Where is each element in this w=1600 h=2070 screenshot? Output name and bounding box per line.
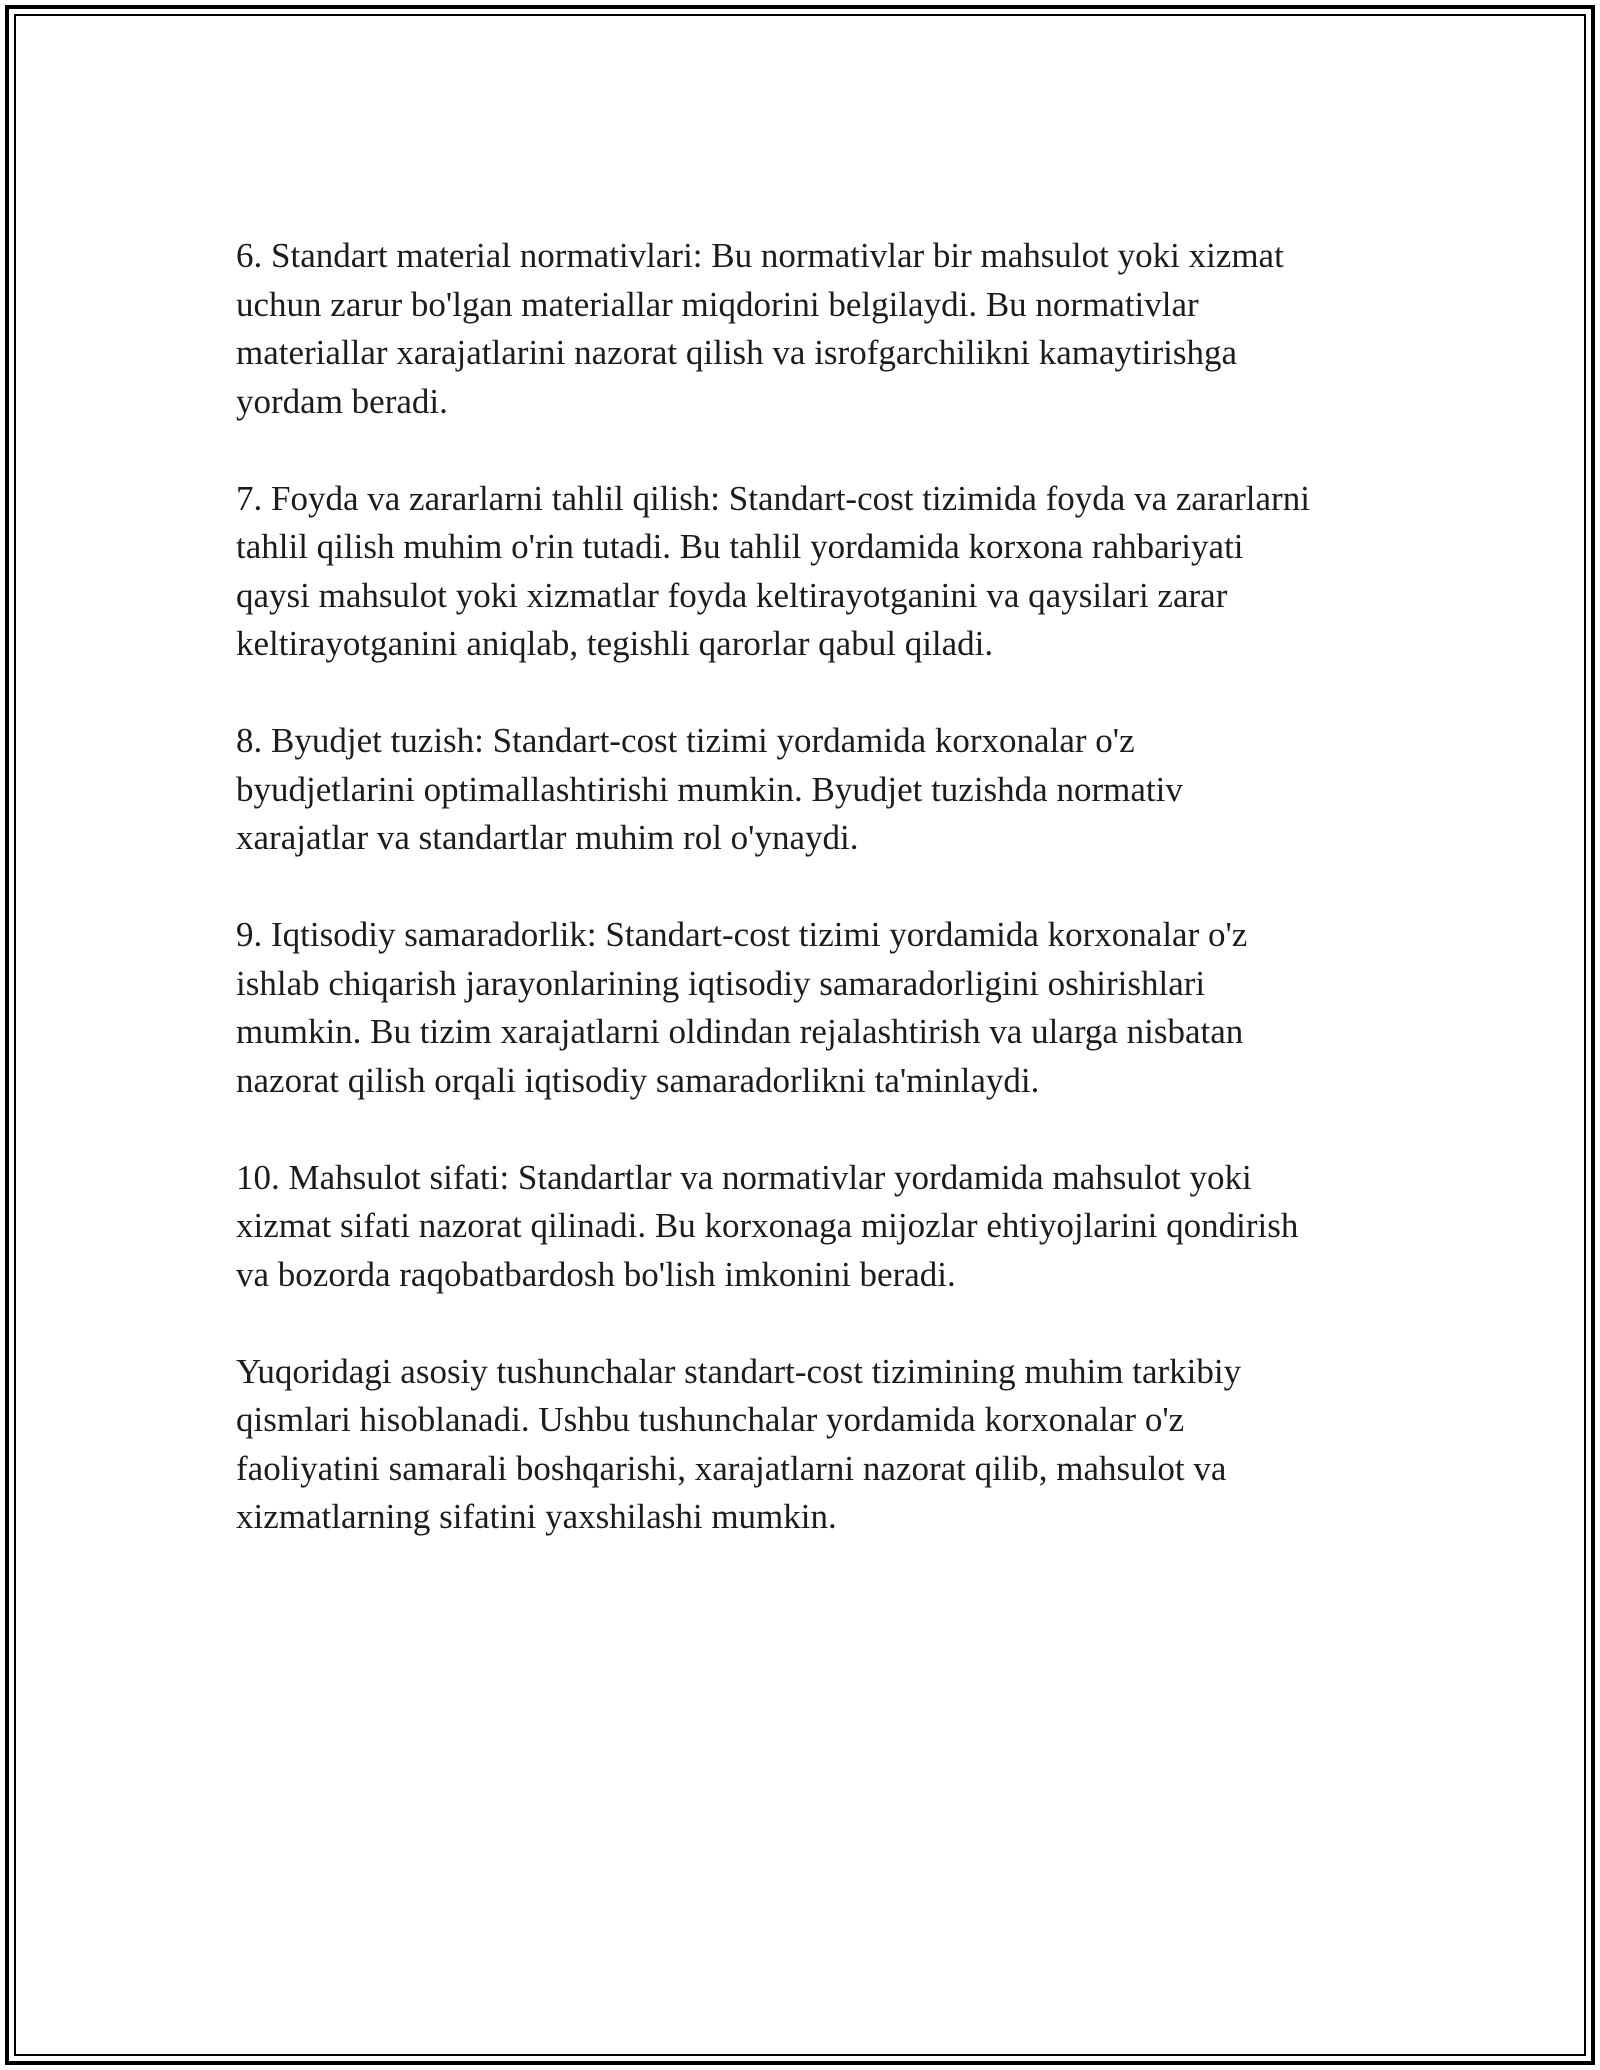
- paragraph-conclusion: Yuqoridagi asosiy tushunchalar standart-cost tizimining muhim tarkibiy qismlari hisoblanadi. Ushbu tushunchalar yordamida korxonalar o'z faoliyatini samarali boshqarishi, xarajatlarni nazorat qilib, mahsulot va xizmatlarning sifatini yaxshilashi mumkin.: [236, 1351, 1242, 1536]
- paragraph-standard-material-norms: 6. Standart material normativlari: Bu normativlar bir mahsulot yoki xizmat uchun zarur bo'lgan materiallar miqdorini belgilaydi. Bu normativlar materiallar xarajatlarini nazorat qilish va isrofgarchilikni kamaytirishga yordam beradi.: [236, 236, 1284, 421]
- paragraph-budgeting: 8. Byudjet tuzish: Standart-cost tizimi yordamida korxonalar o'z byudjetlarini optimallashtirishi mumkin. Byudjet tuzishda normativ xarajatlar va standartlar muhim rol o'ynaydi.: [236, 721, 1183, 857]
- paragraph-product-quality: 10. Mahsulot sifati: Standartlar va normativlar yordamida mahsulot yoki xizmat sifati nazorat qilinadi. Bu korxonaga mijozlar ehtiyojlarini qondirish va bozorda raqobatbardosh bo'lish imkonini beradi.: [236, 1157, 1299, 1294]
- paragraph-profit-loss-analysis: 7. Foyda va zararlarni tahlil qilish: Standart-cost tizimida foyda va zararlarni tahlil qilish muhim o'rin tutadi. Bu tahlil yordamida korxona rahbariyati qaysi mahsulot yoki xizmatlar foyda keltirayotganini va qaysilari zarar keltirayotganini aniqlab, tegishli qarorlar qabul qiladi.: [236, 478, 1310, 663]
- paragraph-economic-efficiency: 9. Iqtisodiy samaradorlik: Standart-cost tizimi yordamida korxonalar o'z ishlab chiqarish jarayonlarining iqtisodiy samaradorligini oshirishlari mumkin. Bu tizim xarajatlarni oldindan rejalashtirish va ularga nisbatan nazorat qilish orqali iqtisodiy samaradorlikni ta'minlaydi.: [236, 915, 1248, 1100]
- document-body: [236, 232, 1366, 1590]
